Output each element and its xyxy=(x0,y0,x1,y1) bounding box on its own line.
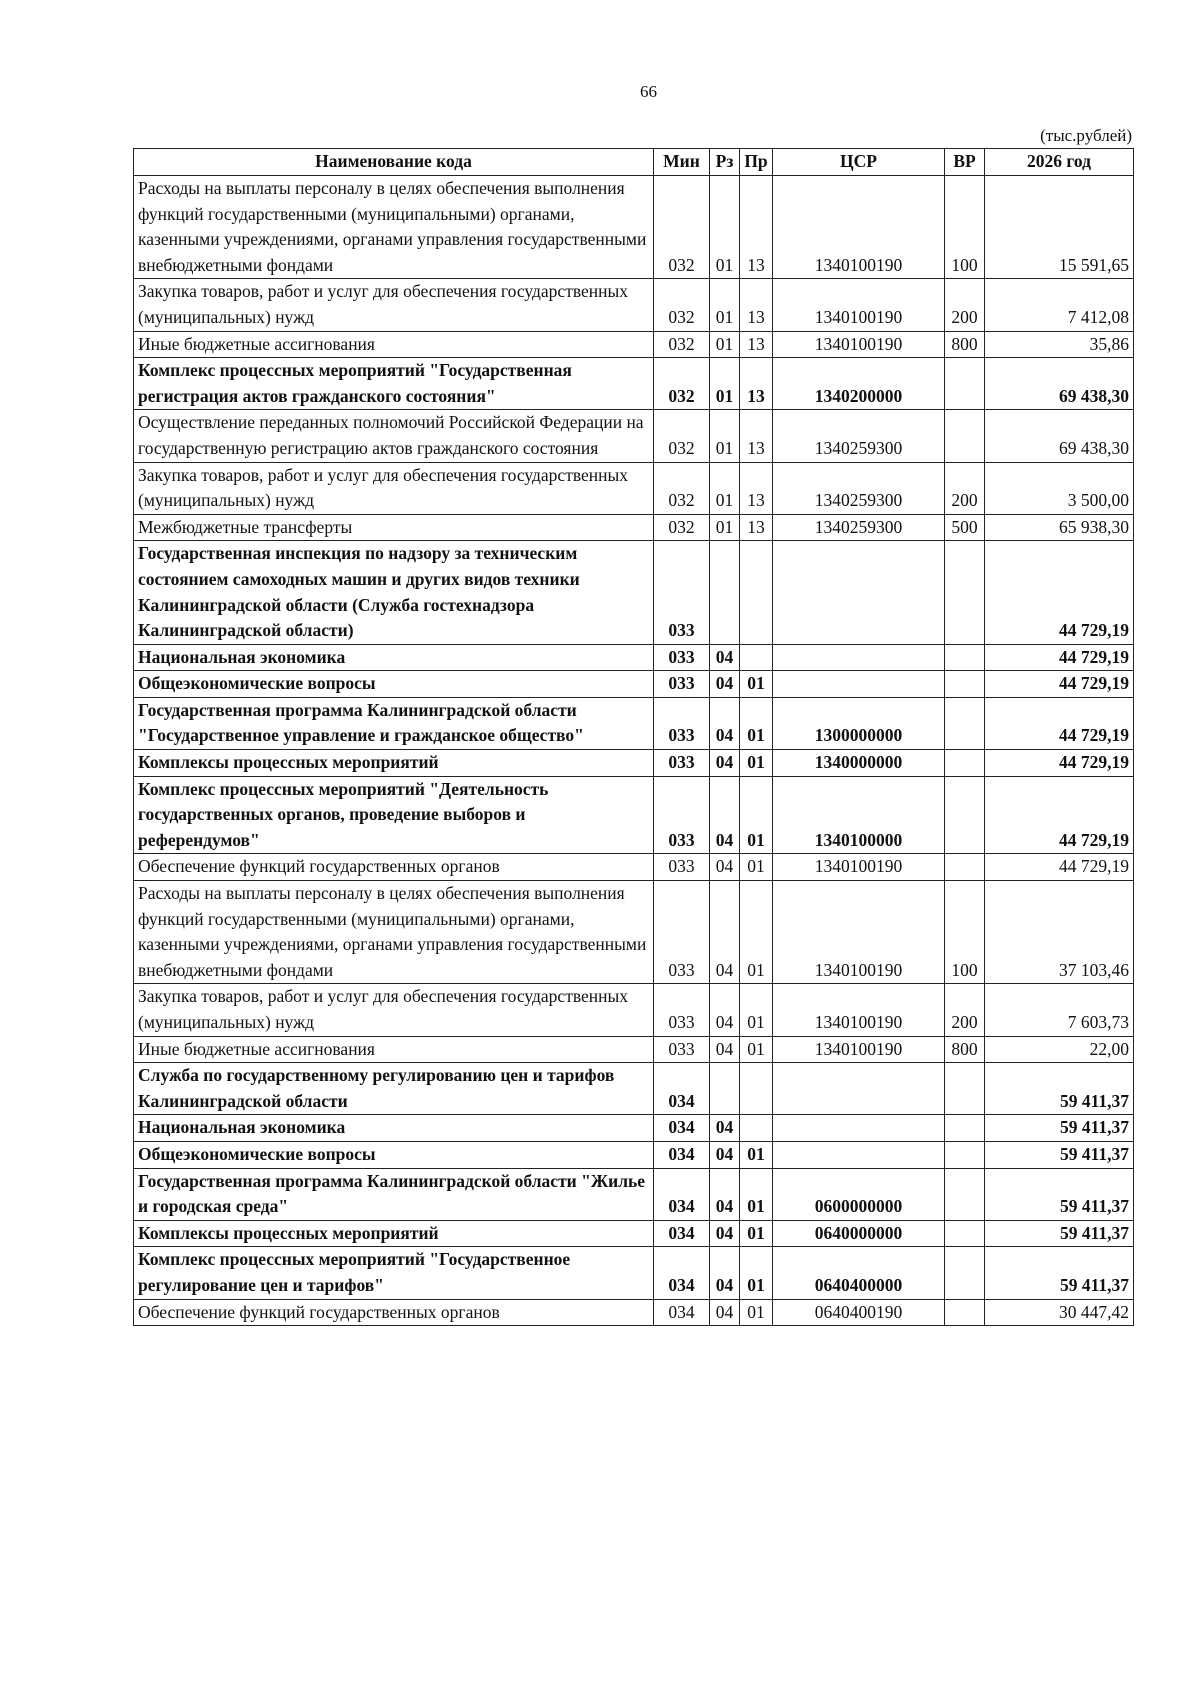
budget-table xyxy=(133,148,1134,1326)
cell-rz xyxy=(710,1063,740,1115)
cell-name: Комплексы процессных мероприятий xyxy=(134,1220,654,1247)
cell-name: Иные бюджетные ассигнования xyxy=(134,331,654,358)
cell-sum: 44 729,19 xyxy=(985,750,1134,777)
cell-vr: 800 xyxy=(945,331,985,358)
cell-rz: 04 xyxy=(710,984,740,1036)
cell-pr: 01 xyxy=(740,984,773,1036)
table-row xyxy=(134,462,1134,514)
table-row xyxy=(134,1036,1134,1063)
cell-rz: 01 xyxy=(710,410,740,462)
cell-name: Расходы на выплаты персоналу в целях обеспечения выполнения функций государственными (муниципальными) органами, казенными учреждениями, органами управления государственными внебюджетными фондами xyxy=(134,176,654,279)
cell-sum: 37 103,46 xyxy=(985,881,1134,984)
table-row xyxy=(134,1115,1134,1142)
cell-min: 033 xyxy=(654,541,710,644)
cell-min: 033 xyxy=(654,984,710,1036)
cell-rz: 01 xyxy=(710,279,740,331)
cell-min: 033 xyxy=(654,671,710,698)
cell-rz: 04 xyxy=(710,644,740,671)
cell-sum: 69 438,30 xyxy=(985,358,1134,410)
cell-sum: 44 729,19 xyxy=(985,776,1134,854)
cell-rz xyxy=(710,541,740,644)
table-row xyxy=(134,1141,1134,1168)
cell-min: 032 xyxy=(654,331,710,358)
cell-sum: 44 729,19 xyxy=(985,697,1134,749)
cell-min: 032 xyxy=(654,462,710,514)
cell-min: 034 xyxy=(654,1168,710,1220)
cell-pr: 01 xyxy=(740,1247,773,1299)
header-sum: 2026 год xyxy=(985,149,1134,176)
cell-csr: 1340000000 xyxy=(773,750,945,777)
table-row xyxy=(134,1063,1134,1115)
cell-pr: 13 xyxy=(740,176,773,279)
cell-vr xyxy=(945,671,985,698)
cell-name: Осуществление переданных полномочий Российской Федерации на государственную регистрацию актов гражданского состояния xyxy=(134,410,654,462)
cell-vr xyxy=(945,776,985,854)
cell-vr xyxy=(945,1299,985,1326)
cell-vr xyxy=(945,1168,985,1220)
table-row xyxy=(134,671,1134,698)
cell-csr: 1340259300 xyxy=(773,462,945,514)
table-row xyxy=(134,358,1134,410)
cell-min: 033 xyxy=(654,881,710,984)
cell-name: Общеэкономические вопросы xyxy=(134,671,654,698)
cell-pr: 13 xyxy=(740,331,773,358)
cell-min: 034 xyxy=(654,1299,710,1326)
cell-csr xyxy=(773,541,945,644)
cell-sum: 59 411,37 xyxy=(985,1220,1134,1247)
cell-csr: 1340100190 xyxy=(773,984,945,1036)
cell-csr: 1340200000 xyxy=(773,358,945,410)
cell-pr xyxy=(740,644,773,671)
cell-vr: 200 xyxy=(945,462,985,514)
table-row xyxy=(134,541,1134,644)
cell-min: 033 xyxy=(654,697,710,749)
cell-name: Комплекс процессных мероприятий "Деятельность государственных органов, проведение выборов и референдумов" xyxy=(134,776,654,854)
cell-sum: 30 447,42 xyxy=(985,1299,1134,1326)
cell-rz: 04 xyxy=(710,1141,740,1168)
cell-min: 032 xyxy=(654,358,710,410)
cell-name: Служба по государственному регулированию цен и тарифов Калининградской области xyxy=(134,1063,654,1115)
cell-pr: 01 xyxy=(740,1220,773,1247)
cell-rz: 04 xyxy=(710,1299,740,1326)
table-row xyxy=(134,514,1134,541)
cell-name: Расходы на выплаты персоналу в целях обеспечения выполнения функций государственными (муниципальными) органами, казенными учреждениями, органами управления государственными внебюджетными фондами xyxy=(134,881,654,984)
cell-vr: 200 xyxy=(945,984,985,1036)
cell-rz: 04 xyxy=(710,854,740,881)
cell-pr xyxy=(740,541,773,644)
cell-name: Комплекс процессных мероприятий "Государственная регистрация актов гражданского состояния" xyxy=(134,358,654,410)
table-row xyxy=(134,410,1134,462)
cell-min: 032 xyxy=(654,176,710,279)
cell-csr: 1340259300 xyxy=(773,514,945,541)
table-row xyxy=(134,1299,1134,1326)
cell-name: Закупка товаров, работ и услуг для обеспечения государственных (муниципальных) нужд xyxy=(134,279,654,331)
cell-pr xyxy=(740,1063,773,1115)
cell-csr: 0640400190 xyxy=(773,1299,945,1326)
cell-name: Комплекс процессных мероприятий "Государственное регулирование цен и тарифов" xyxy=(134,1247,654,1299)
cell-pr: 01 xyxy=(740,881,773,984)
cell-csr: 1340100190 xyxy=(773,1036,945,1063)
cell-vr xyxy=(945,644,985,671)
table-row xyxy=(134,1168,1134,1220)
cell-csr: 1340100190 xyxy=(773,881,945,984)
cell-vr xyxy=(945,1141,985,1168)
header-pr: Пр xyxy=(740,149,773,176)
cell-name: Национальная экономика xyxy=(134,1115,654,1142)
table-row xyxy=(134,776,1134,854)
cell-csr: 1340100190 xyxy=(773,279,945,331)
table-body xyxy=(134,176,1134,1326)
cell-min: 033 xyxy=(654,1036,710,1063)
cell-min: 034 xyxy=(654,1247,710,1299)
cell-pr: 01 xyxy=(740,1141,773,1168)
cell-sum: 65 938,30 xyxy=(985,514,1134,541)
cell-rz: 01 xyxy=(710,331,740,358)
cell-min: 034 xyxy=(654,1141,710,1168)
cell-pr: 01 xyxy=(740,1168,773,1220)
table-row xyxy=(134,881,1134,984)
cell-name: Обеспечение функций государственных органов xyxy=(134,1299,654,1326)
cell-pr: 01 xyxy=(740,697,773,749)
cell-csr xyxy=(773,1063,945,1115)
cell-rz: 01 xyxy=(710,462,740,514)
cell-rz: 01 xyxy=(710,176,740,279)
table-row xyxy=(134,176,1134,279)
cell-min: 032 xyxy=(654,279,710,331)
cell-csr: 1340100190 xyxy=(773,854,945,881)
cell-sum: 59 411,37 xyxy=(985,1115,1134,1142)
cell-name: Межбюджетные трансферты xyxy=(134,514,654,541)
cell-sum: 22,00 xyxy=(985,1036,1134,1063)
cell-min: 034 xyxy=(654,1115,710,1142)
cell-csr: 1340259300 xyxy=(773,410,945,462)
cell-sum: 35,86 xyxy=(985,331,1134,358)
header-csr: ЦСР xyxy=(773,149,945,176)
table-row xyxy=(134,1220,1134,1247)
cell-rz: 04 xyxy=(710,671,740,698)
cell-vr: 500 xyxy=(945,514,985,541)
cell-vr xyxy=(945,1115,985,1142)
cell-csr: 1340100190 xyxy=(773,176,945,279)
cell-pr: 13 xyxy=(740,462,773,514)
cell-sum: 59 411,37 xyxy=(985,1063,1134,1115)
table-header xyxy=(134,149,1134,176)
cell-csr: 1300000000 xyxy=(773,697,945,749)
cell-sum: 7 603,73 xyxy=(985,984,1134,1036)
cell-pr: 13 xyxy=(740,514,773,541)
cell-rz: 04 xyxy=(710,1168,740,1220)
cell-rz: 04 xyxy=(710,1036,740,1063)
cell-rz: 04 xyxy=(710,1247,740,1299)
cell-sum: 44 729,19 xyxy=(985,671,1134,698)
cell-pr: 01 xyxy=(740,1299,773,1326)
table-row xyxy=(134,644,1134,671)
table-row xyxy=(134,750,1134,777)
cell-sum: 44 729,19 xyxy=(985,644,1134,671)
cell-name: Закупка товаров, работ и услуг для обеспечения государственных (муниципальных) нужд xyxy=(134,462,654,514)
cell-rz: 04 xyxy=(710,776,740,854)
cell-csr xyxy=(773,671,945,698)
page-number: 66 xyxy=(640,82,657,101)
cell-pr: 01 xyxy=(740,854,773,881)
cell-pr: 01 xyxy=(740,776,773,854)
cell-csr: 0600000000 xyxy=(773,1168,945,1220)
cell-vr xyxy=(945,750,985,777)
cell-sum: 44 729,19 xyxy=(985,541,1134,644)
cell-name: Государственная программа Калининградской области "Жилье и городская среда" xyxy=(134,1168,654,1220)
cell-name: Национальная экономика xyxy=(134,644,654,671)
header-rz: Рз xyxy=(710,149,740,176)
units-label: (тыс.рублей) xyxy=(1040,126,1132,145)
header-min: Мин xyxy=(654,149,710,176)
table-row xyxy=(134,697,1134,749)
cell-vr: 800 xyxy=(945,1036,985,1063)
cell-sum: 69 438,30 xyxy=(985,410,1134,462)
table-row xyxy=(134,854,1134,881)
cell-name: Комплексы процессных мероприятий xyxy=(134,750,654,777)
cell-name: Обеспечение функций государственных органов xyxy=(134,854,654,881)
cell-name: Закупка товаров, работ и услуг для обеспечения государственных (муниципальных) нужд xyxy=(134,984,654,1036)
cell-sum: 44 729,19 xyxy=(985,854,1134,881)
cell-csr: 0640000000 xyxy=(773,1220,945,1247)
cell-pr xyxy=(740,1115,773,1142)
cell-vr xyxy=(945,1063,985,1115)
header-vr: ВР xyxy=(945,149,985,176)
cell-min: 032 xyxy=(654,514,710,541)
cell-pr: 01 xyxy=(740,750,773,777)
cell-csr xyxy=(773,644,945,671)
cell-vr xyxy=(945,1247,985,1299)
cell-rz: 04 xyxy=(710,697,740,749)
cell-min: 034 xyxy=(654,1063,710,1115)
cell-sum: 59 411,37 xyxy=(985,1168,1134,1220)
cell-csr xyxy=(773,1115,945,1142)
cell-pr: 13 xyxy=(740,358,773,410)
cell-vr: 100 xyxy=(945,881,985,984)
cell-pr: 01 xyxy=(740,671,773,698)
cell-name: Иные бюджетные ассигнования xyxy=(134,1036,654,1063)
cell-pr: 01 xyxy=(740,1036,773,1063)
cell-rz: 04 xyxy=(710,1115,740,1142)
cell-name: Государственная инспекция по надзору за техническим состоянием самоходных машин и других видов техники Калининградской области (Служба гостехнадзора Калининградской области) xyxy=(134,541,654,644)
cell-min: 032 xyxy=(654,410,710,462)
cell-sum: 7 412,08 xyxy=(985,279,1134,331)
cell-csr: 1340100000 xyxy=(773,776,945,854)
table-row xyxy=(134,984,1134,1036)
cell-rz: 04 xyxy=(710,750,740,777)
cell-min: 033 xyxy=(654,750,710,777)
cell-vr xyxy=(945,358,985,410)
cell-rz: 01 xyxy=(710,514,740,541)
cell-rz: 04 xyxy=(710,881,740,984)
table-row xyxy=(134,331,1134,358)
table-row xyxy=(134,279,1134,331)
cell-name: Общеэкономические вопросы xyxy=(134,1141,654,1168)
cell-rz: 04 xyxy=(710,1220,740,1247)
cell-min: 033 xyxy=(654,644,710,671)
cell-vr: 100 xyxy=(945,176,985,279)
cell-sum: 59 411,37 xyxy=(985,1247,1134,1299)
cell-sum: 59 411,37 xyxy=(985,1141,1134,1168)
cell-csr: 0640400000 xyxy=(773,1247,945,1299)
cell-vr xyxy=(945,541,985,644)
cell-rz: 01 xyxy=(710,358,740,410)
cell-csr: 1340100190 xyxy=(773,331,945,358)
table-row xyxy=(134,1247,1134,1299)
cell-csr xyxy=(773,1141,945,1168)
cell-vr xyxy=(945,697,985,749)
cell-vr: 200 xyxy=(945,279,985,331)
cell-vr xyxy=(945,854,985,881)
cell-sum: 3 500,00 xyxy=(985,462,1134,514)
cell-name: Государственная программа Калининградской области "Государственное управление и гражданское общество" xyxy=(134,697,654,749)
cell-sum: 15 591,65 xyxy=(985,176,1134,279)
cell-vr xyxy=(945,1220,985,1247)
cell-min: 033 xyxy=(654,854,710,881)
header-row xyxy=(134,149,1134,176)
cell-min: 034 xyxy=(654,1220,710,1247)
header-name: Наименование кода xyxy=(134,149,654,176)
cell-pr: 13 xyxy=(740,410,773,462)
cell-pr: 13 xyxy=(740,279,773,331)
cell-vr xyxy=(945,410,985,462)
cell-min: 033 xyxy=(654,776,710,854)
